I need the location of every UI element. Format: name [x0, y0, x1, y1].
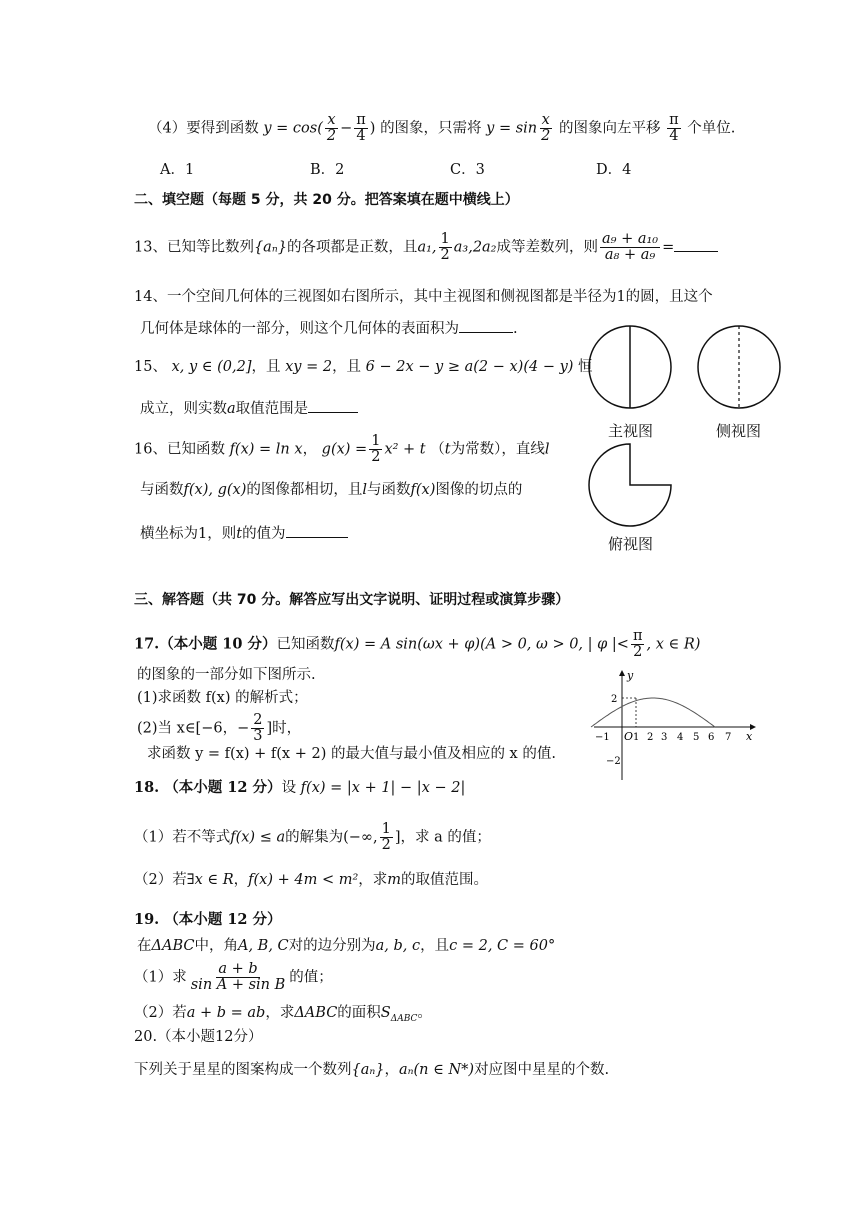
q13-text1: 13、已知等比数列	[134, 239, 254, 256]
origin-label: O	[624, 730, 634, 743]
top-view-shape	[589, 444, 671, 526]
q16-l: l	[544, 441, 550, 458]
q19-l1e: 对的边分别为	[288, 938, 376, 954]
q17-pi2: $\frac{\pi}{2}$	[632, 628, 643, 661]
q18-p2g: 的取值范围。	[401, 872, 489, 888]
q13-eq: =	[662, 239, 675, 256]
q19-l1a: 在	[137, 938, 152, 954]
q17-head: 17.（本小题 10 分）	[134, 635, 277, 653]
q19-p2d: ΔABC	[294, 1005, 338, 1021]
q4-mid2: 的图象向左平移	[559, 120, 661, 137]
q20-l1c: ，	[384, 1062, 399, 1078]
q13-half: $\frac{1}{2}$	[440, 231, 450, 264]
q4-prefix: （4）要得到函数	[148, 120, 259, 137]
q19-p2e: 的面积	[337, 1005, 381, 1021]
q14-answer-blank	[459, 318, 513, 333]
q16-answer-blank	[286, 523, 348, 538]
q16-l3a: 横坐标为	[140, 526, 198, 542]
q13-terms1: a₁,	[417, 239, 437, 256]
q14-line2-text: 几何体是球体的一部分，则这个几何体的表面积为	[140, 321, 459, 337]
q18-p2b: ∃x ∈ R	[186, 872, 234, 888]
q4-func2: y = sin	[486, 120, 538, 137]
q4-suffix: 个单位.	[687, 120, 736, 137]
q16-l3e: 的值为	[242, 526, 286, 542]
q13-answer-blank	[674, 237, 718, 252]
question-13	[134, 232, 718, 263]
side-view-label: 侧视图	[716, 422, 762, 440]
q17-l4b: ]时，	[266, 720, 302, 737]
q19-l1d: A, B, C	[237, 938, 289, 954]
q19-l1h: c = 2, C = 60°	[449, 938, 556, 954]
q4-paren: )	[369, 120, 376, 137]
q16-l2f: f(x)	[410, 482, 436, 498]
q16-g-rest: x² + t	[384, 441, 426, 458]
q16-l2d: l	[362, 482, 367, 498]
q18-p2d: f(x) + 4m < m²	[248, 872, 359, 888]
q17-frac23: $\frac{2}{3}$	[253, 712, 263, 745]
q17-line2: 的图象的一部分如下图所示.	[137, 667, 316, 683]
q17-text1: 已知函数	[276, 636, 335, 653]
x-tick-5: 5	[693, 732, 700, 743]
q17-line5: 求函数 y = f(x) + f(x + 2) 的最大值与最小值及相应的 x 的值.	[147, 746, 556, 762]
q18-func: f(x) = |x + 1| − |x − 2|	[300, 780, 466, 796]
q17-line4	[137, 713, 301, 744]
q19-frac: $\frac{a + b}{\text{sin A + sin B}}$	[190, 961, 286, 994]
q15-line2-tail: 取值范围是	[235, 401, 309, 417]
q13-text3: 成等差数列，则	[496, 239, 598, 256]
q16-l2b: f(x), g(x)	[183, 482, 247, 498]
q15-sep2: ，且	[332, 359, 362, 375]
q18-p1d: (−∞,	[343, 829, 378, 846]
q16-l2a: 与函数	[140, 482, 184, 498]
q19-p1a: （1）求	[134, 969, 187, 986]
q16-g: g(x) =	[321, 441, 368, 458]
q13-seq: {aₙ}	[253, 239, 287, 256]
q17-l4a: (2)当 x∈[−6，−	[137, 720, 250, 737]
q18-head: 18. （本小题 12 分）	[134, 779, 282, 796]
q19-l1g: ，且	[420, 938, 450, 954]
sine-graph	[590, 668, 760, 783]
q13-terms2: a₃,2a₂	[453, 239, 497, 256]
q18-p1c: 的解集为	[285, 829, 344, 846]
q15-heng: 恒	[578, 359, 593, 375]
q19-p1b: 的值；	[289, 969, 333, 986]
top-view-label: 俯视图	[608, 535, 654, 553]
q15-line1	[134, 359, 593, 376]
q19-p2h: 。	[417, 1005, 432, 1021]
q14-line1: 14、一个空间几何体的三视图如右图所示，其中主视图和侧视图都是半径为1的圆，且这个	[134, 289, 713, 305]
question-4-line	[148, 113, 735, 144]
sine-curve	[591, 698, 715, 727]
q20-l1b: {aₙ}	[351, 1062, 385, 1078]
q20-l1a: 下列关于星星的图案构成一个数列	[134, 1062, 352, 1078]
q16-t: t	[444, 441, 451, 458]
q19-l1c: 中，角	[194, 938, 238, 954]
q4-frac-x2: $\frac{x}{2}$	[326, 112, 337, 145]
q16-line2	[140, 482, 522, 499]
x-tick-neg1: −1	[595, 732, 610, 743]
q15-sep1: ，且	[251, 359, 281, 375]
x-tick-7: 7	[725, 732, 732, 743]
q18-part2	[134, 872, 488, 889]
q4-option-c: C．3	[450, 162, 485, 178]
q4-mid: 的图象，只需将	[380, 120, 482, 137]
q15-num: 15、	[134, 359, 167, 375]
q4-frac-x2b: $\frac{x}{2}$	[541, 112, 551, 145]
q15-ineq: 6 − 2x − y ≥ a(2 − x)(4 − y)	[365, 359, 574, 375]
section-3-title: 三、解答题（共 70 分。解答应写出文字说明、证明过程或演算步骤）	[134, 592, 570, 608]
q19-l1f: a, b, c	[375, 938, 421, 954]
q16-f: f(x) = ln x	[229, 441, 303, 458]
x-tick-1: 1	[633, 732, 640, 743]
q17-line1	[134, 629, 700, 660]
q17-func: f(x) = A sin(ωx + φ)(A > 0, ω > 0, | φ |<	[334, 636, 629, 653]
section-2-title: 二、填空题（每题 5 分，共 20 分。把答案填在题中横线上）	[134, 192, 519, 208]
q4-frac-pi4: $\frac{\pi}{4}$	[356, 112, 366, 145]
q16-l2e: 与函数	[367, 482, 411, 498]
q19-p2f: S	[380, 1005, 391, 1021]
q16-l2c: 的图像都相切，且	[246, 482, 363, 498]
q15-line2	[140, 398, 358, 418]
q18-line1	[134, 779, 465, 797]
q15-line2-text: 成立，则实数	[140, 401, 227, 417]
y-axis-label: y	[627, 669, 634, 682]
q4-minus: −	[340, 120, 353, 137]
q16-half: $\frac{1}{2}$	[371, 433, 381, 466]
q19-line1	[137, 938, 555, 955]
y-tick-neg2: −2	[606, 756, 621, 767]
q16-l3b: 1	[198, 526, 208, 542]
q20-line1	[134, 1062, 609, 1079]
q4-option-b: B．2	[310, 162, 345, 178]
front-view-label: 主视图	[608, 422, 654, 440]
y-axis-arrow	[619, 670, 625, 676]
x-tick-3: 3	[661, 732, 668, 743]
q13-ratio: $\frac{\text{a₉ + a₁₀}}{\text{a₈ + a₉}}$	[602, 231, 659, 264]
q18-p1a: （1）若不等式	[134, 829, 231, 846]
q20-l1e: 对应图中星星的个数.	[474, 1062, 610, 1078]
q4-shift: $\frac{\pi}{4}$	[669, 112, 679, 145]
q19-part2	[134, 1005, 432, 1025]
q15-xy: xy = 2	[285, 359, 333, 375]
q15-domain: x, y ∈ (0,2]	[171, 359, 252, 375]
q19-head: 19. （本小题 12 分）	[134, 911, 282, 928]
x-tick-6: 6	[708, 732, 715, 743]
q4-func1: y = cos(	[263, 120, 323, 137]
q13-text2: 的各项都是正数，且	[286, 239, 418, 256]
q18-text: 设	[281, 780, 297, 796]
x-axis-label: x	[746, 730, 753, 743]
q19-p2a: （2）若	[134, 1005, 187, 1021]
q16-line1	[134, 434, 549, 465]
q18-p2f: m	[387, 872, 402, 888]
q18-part1	[134, 822, 491, 853]
q19-p2c: ，求	[265, 1005, 295, 1021]
q18-p2e: ，求	[358, 872, 388, 888]
x-tick-4: 4	[677, 732, 684, 743]
q16-l3c: ，则	[207, 526, 237, 542]
q16-line3	[140, 523, 348, 543]
q17-line3: (1)求函数 f(x) 的解析式；	[137, 690, 308, 706]
q18-half: $\frac{1}{2}$	[381, 821, 391, 854]
q4-option-a: A．1	[160, 162, 195, 178]
q4-option-d: D．4	[596, 162, 632, 178]
q16-text2: 为常数），直线	[450, 441, 545, 458]
y-tick-2: 2	[611, 694, 618, 705]
q16-paren: （	[430, 441, 445, 458]
q14-line2	[140, 318, 518, 338]
q18-p1f: ，求 a 的值；	[400, 829, 491, 846]
q19-p2b: a + b = ab	[186, 1005, 266, 1021]
x-tick-2: 2	[647, 732, 654, 743]
q15-answer-blank	[308, 398, 358, 413]
q18-p2a: （2）若	[134, 872, 187, 888]
q16-text1: 16、已知函数	[134, 441, 225, 458]
q20-head: 20.（本小题12分）	[134, 1029, 263, 1045]
q18-p1e: ]	[394, 829, 401, 846]
q14-end: .	[513, 321, 518, 337]
q17-func-end: , x ∈ R)	[646, 636, 701, 653]
q18-p2c: ，	[233, 872, 249, 888]
q15-a: a	[227, 401, 236, 417]
q19-l1b: ΔABC	[151, 938, 195, 954]
q19-p2g: ΔABC	[390, 1013, 418, 1024]
q19-part1	[134, 962, 333, 993]
q16-sep: ，	[302, 441, 318, 458]
q16-l2g: 图像的切点的	[435, 482, 523, 498]
q16-l3d: t	[236, 526, 243, 542]
q18-p1b: f(x) ≤ a	[230, 829, 286, 846]
q20-l1d: aₙ(n ∈ N*)	[398, 1062, 475, 1078]
